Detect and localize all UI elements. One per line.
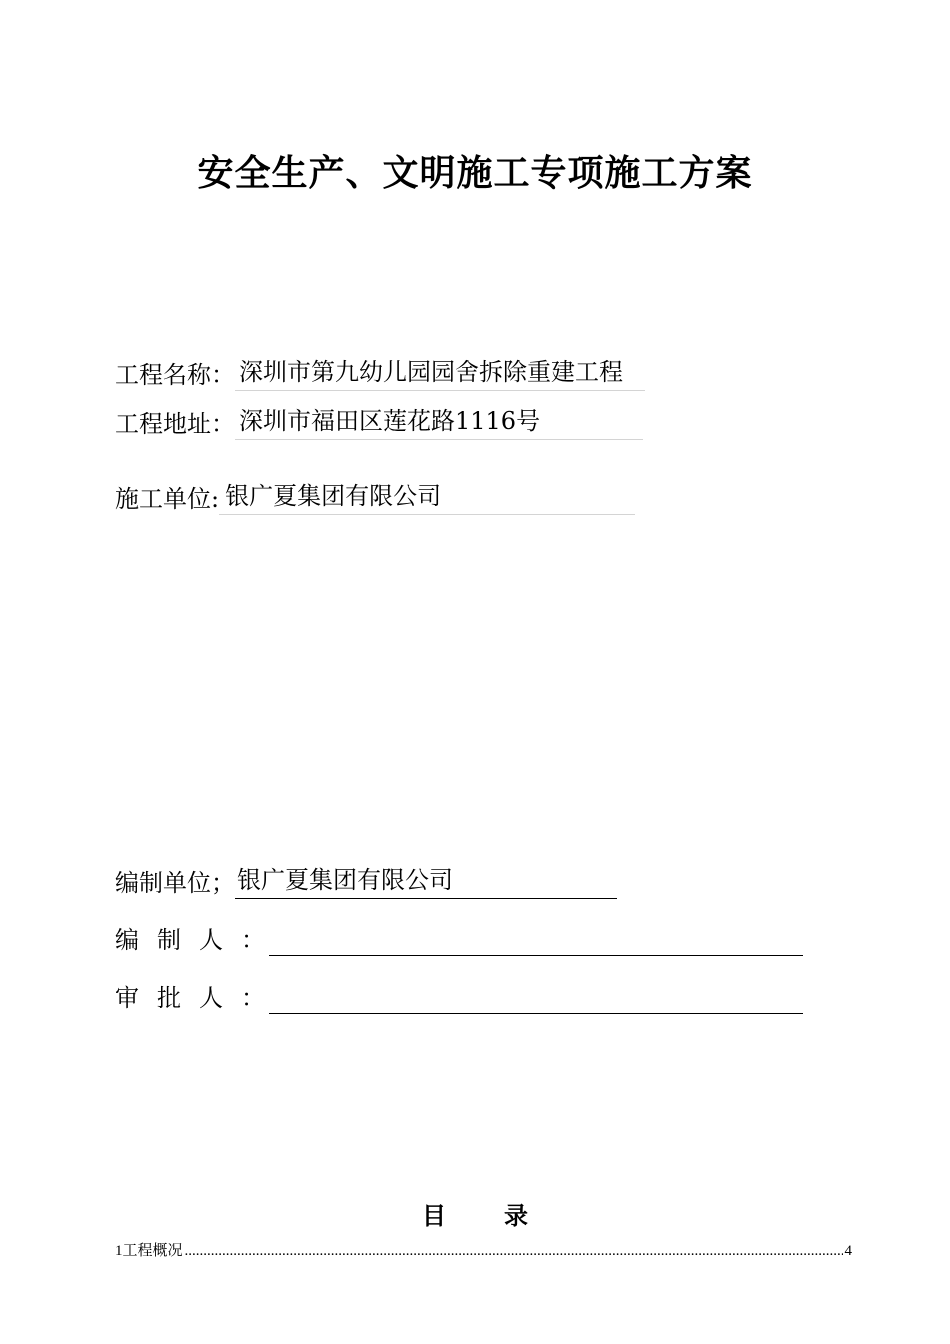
compiling-unit-value: 银广夏集团有限公司 <box>235 864 617 899</box>
construction-unit-value: 银广夏集团有限公司 <box>219 480 635 515</box>
construction-unit-label: 施工单位: <box>115 485 220 513</box>
compiler-signature-line <box>269 929 803 956</box>
approver-row <box>115 982 803 1014</box>
document-title: 安全生产、文明施工专项施工方案 <box>197 153 753 194</box>
compiling-unit-label: 编制单位； <box>115 869 235 897</box>
project-address-label: 工程地址： <box>115 410 235 438</box>
toc-heading <box>0 1196 950 1231</box>
toc-entry[interactable] <box>115 1239 852 1260</box>
toc-entry-number: 1 <box>115 1243 123 1259</box>
project-name-row <box>115 356 645 391</box>
toc-heading-left: 目 <box>422 1202 446 1230</box>
toc-entry-text: 工程概况 <box>122 1241 183 1259</box>
construction-unit-row <box>115 480 635 515</box>
project-address-value: 深圳市福田区莲花路1116号 <box>235 405 643 440</box>
approver-label: 审批人： <box>115 984 283 1012</box>
project-name-value: 深圳市第九幼儿园园舍拆除重建工程 <box>235 356 645 391</box>
compiling-unit-row <box>115 864 617 899</box>
toc-entry-leader-dots <box>185 1243 843 1260</box>
approver-signature-line <box>269 987 803 1014</box>
toc-entry-page: 4 <box>844 1243 852 1259</box>
compiler-label: 编制人： <box>115 926 283 954</box>
project-address-row <box>115 405 643 440</box>
compiler-row <box>115 924 803 956</box>
project-name-label: 工程名称： <box>115 361 235 389</box>
toc-heading-right: 录 <box>504 1202 528 1230</box>
